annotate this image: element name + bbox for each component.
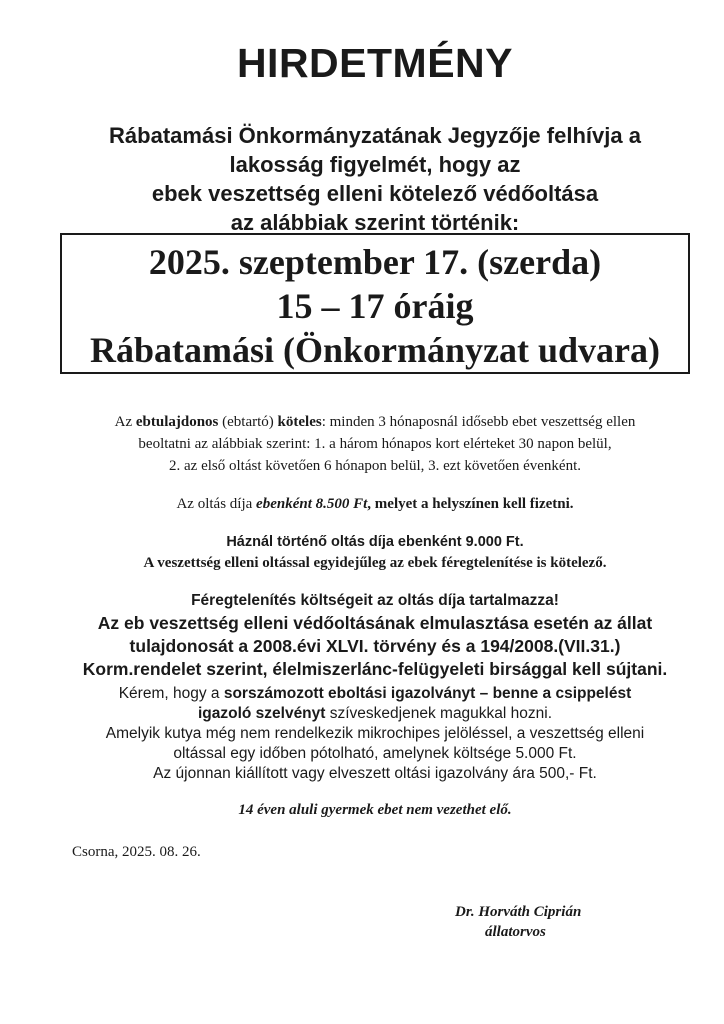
warning-paragraph <box>0 589 724 681</box>
request-paragraph <box>0 684 724 784</box>
home-paragraph <box>0 532 724 574</box>
warning-line: Féregtelenítés költségeit az oltás díja tartalmazza! <box>191 592 559 609</box>
event-date: 2025. szeptember 17. (szerda) <box>148 242 602 282</box>
event-time: 15 – 17 óráig <box>276 286 474 326</box>
request-line-5: Az újonnan kiállított vagy elveszett oltási igazolvány ára 500,- Ft. <box>153 765 597 782</box>
home-fee-line: Háznál történő oltás díja ebenként 9.000 Ft. <box>226 534 524 550</box>
signature-role: állatorvos <box>485 924 546 940</box>
request-line-1: Kérem, hogy a sorszámozott eboltási igazolványt – benne a csippelést <box>118 685 632 702</box>
signature-block <box>455 902 615 942</box>
signature-name: Dr. Horváth Ciprián <box>455 904 582 920</box>
event-box <box>60 233 690 374</box>
warning-line: Korm.rendelet szerint, élelmiszerlánc-felügyeleti birsággal kell sújtani. <box>82 659 668 679</box>
page-title: HIRDETMÉNY <box>236 40 514 86</box>
warning-line: Az eb veszettség elleni védőoltásának elmulasztása esetén az állat <box>97 613 653 633</box>
intro-line: ebek veszettség elleni kötelező védőoltása <box>151 181 599 206</box>
obligation-line-2: beoltatni az alábbiak szerint: 1. a három hónapos kort elérteket 30 napon belül, <box>138 436 612 452</box>
deworming-line: A veszettség elleni oltással egyidejűleg az ebek féregtelenítése is kötelező. <box>143 555 607 571</box>
event-place: Rábatamási (Önkormányzat udvara) <box>89 330 660 370</box>
fee-amount: ebenként 8.500 Ft <box>256 496 368 512</box>
warning-line: tulajdonosát a 2008.évi XLVI. törvény és a 194/2008.(VII.31.) <box>129 636 621 656</box>
fee-paragraph: Az oltás díja ebenként 8.500 Ft, melyet a helyszínen kell fizetni. <box>176 496 574 512</box>
request-line-2: igazoló szelvényt szíveskedjenek magukkal hozni. <box>197 705 553 722</box>
intro-line: az alábbiak szerint történik: <box>230 210 520 235</box>
intro-text <box>0 121 724 237</box>
obligation-paragraph <box>0 411 724 477</box>
request-line-3: Amelyik kutya még nem rendelkezik mikrochipes jelöléssel, a veszettség elleni <box>105 725 645 742</box>
child-note: 14 éven aluli gyermek ebet nem vezethet elő. <box>238 802 512 818</box>
intro-line: lakosság figyelmét, hogy az <box>229 152 521 177</box>
request-line-4: oltással egy időben pótolható, amelynek költsége 5.000 Ft. <box>173 745 577 762</box>
obligation-line-3: 2. az első oltást követően 6 hónapon belül, 3. ezt követően évenként. <box>169 458 581 474</box>
intro-line: Rábatamási Önkormányzatának Jegyzője felhívja a <box>109 123 641 148</box>
obligation-line-1: Az ebtulajdonos (ebtartó) köteles: minden 3 hónaposnál idősebb ebet veszettség ellen <box>114 414 636 430</box>
place-date: Csorna, 2025. 08. 26. <box>72 844 201 860</box>
